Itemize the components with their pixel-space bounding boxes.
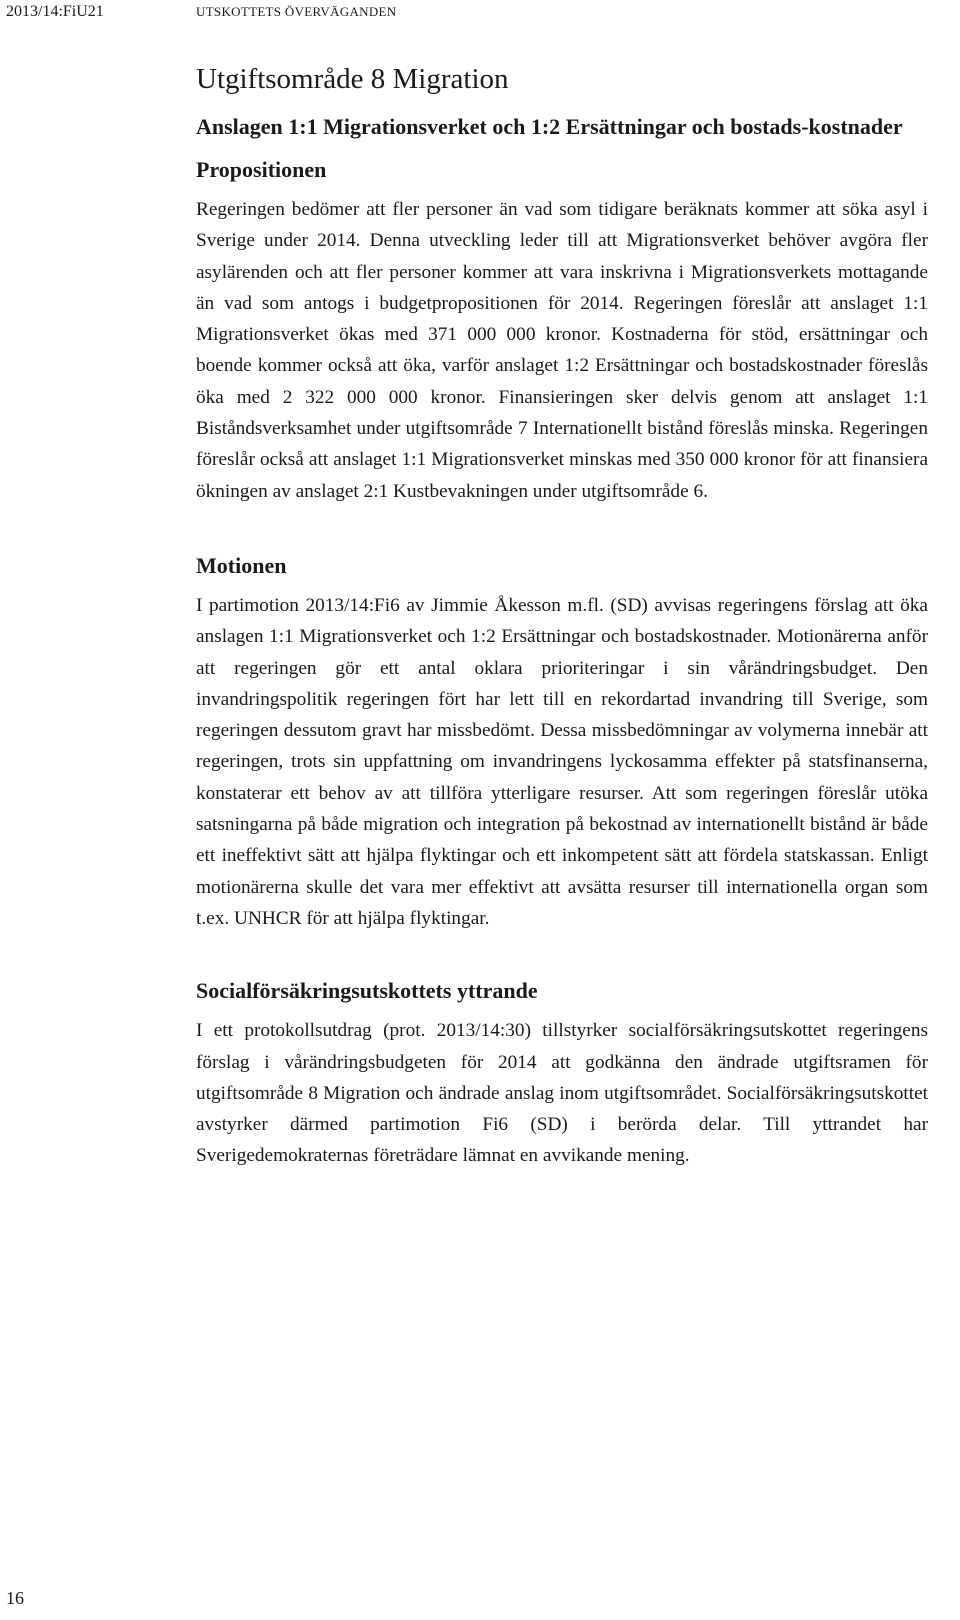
- motion-heading: Motionen: [196, 552, 287, 578]
- running-header: [0, 0, 960, 24]
- subsection-title: Anslagen 1:1 Migrationsverket och 1:2 Ersättningar och bostads-kostnader: [196, 114, 903, 139]
- motion-text: I partimotion 2013/14:Fi6 av Jimmie Åkesson m.fl. (SD) avvisas regeringens förslag att öka anslagen 1:1 Migrationsverket och 1:2 Ersättningar och bostadskostnader. Motionärerna anför att regeringen gör ett antal oklara prioriteringar i sin vårändringsbudget. Den invandringspolitik regeringen fört har lett till en rekordartad invandring till Sverige, som regeringen dessutom gravt har missbedömt. Dessa missbedömningar av volymerna innebär att regeringen, trots sin uppfattning om invandringens lyckosamma effekter på statsfinanserna, konstaterar ett behov av att tillföra ytterligare resurser. Att som regeringen föreslår utöka satsningarna på både migration och integration på bekostnad av internationellt bistånd är både ett ineffektivt sätt att hjälpa flyktingar och ett inkompetent sätt att fördela statskassan. Enligt motionärerna skulle det vara mer effektivt att avsätta resurser till internationella organ som t.ex. UNHCR för att hjälpa flyktingar.: [196, 594, 928, 929]
- proposition-text: Regeringen bedömer att fler personer än vad som tidigare beräknats kommer att söka asyl i Sverige under 2014. Denna utveckling leder till att Migrationsverket behöver avgöra fler asylärenden och att fler personer kommer att vara inskrivna i Migrationsverkets mottagande än vad som antogs i budgetpropositionen för 2014. Regeringen föreslår att anslaget 1:1 Migrationsverket ökas med 371 000 000 kronor. Kostnaderna för stöd, ersättningar och boende kommer också att öka, varför anslaget 1:2 Ersättningar och bostadskostnader föreslås öka med 2 322 000 000 kronor. Finansieringen sker delvis genom att anslaget 1:1 Biståndsverksamhet under utgiftsområde 7 Internationellt bistånd föreslås minska. Regeringen föreslår också att anslaget 1:1 Migrationsverket minskas med 350 000 kronor för att finansiera ökningen av anslaget 2:1 Kustbevakningen under utgiftsområde 6.: [196, 199, 928, 502]
- proposition-heading: Propositionen: [196, 157, 327, 182]
- committee-opinion-text: I ett protokollsutdrag (prot. 2013/14:30) tillstyrker socialförsäkringsutskottet regeringens förslag i vårändringsbudgeten för 2014 att godkänna den ändrade utgiftsramen för utgiftsområde 8 Migration och ändrade anslag inom utgiftsområdet. Socialförsäkringsutskottet avstyrker därmed partimotion Fi6 (SD) i berörda delar. Till yttrandet har Sverigedemokraternas företrädare lämnat en avvikande mening.: [196, 1020, 928, 1167]
- section-label: UTSKOTTETS ÖVERVÄGANDEN: [196, 4, 397, 19]
- committee-opinion-block: [196, 976, 928, 1171]
- proposition-block: [196, 155, 928, 507]
- page-content: [196, 60, 928, 1214]
- motion-block: [196, 551, 928, 934]
- section-title: Utgiftsområde 8 Migration: [196, 63, 509, 95]
- committee-opinion-heading: Socialförsäkringsutskottets yttrande: [196, 978, 538, 1004]
- document-id: 2013/14:FiU21: [6, 3, 104, 20]
- page-number: 16: [6, 1588, 24, 1608]
